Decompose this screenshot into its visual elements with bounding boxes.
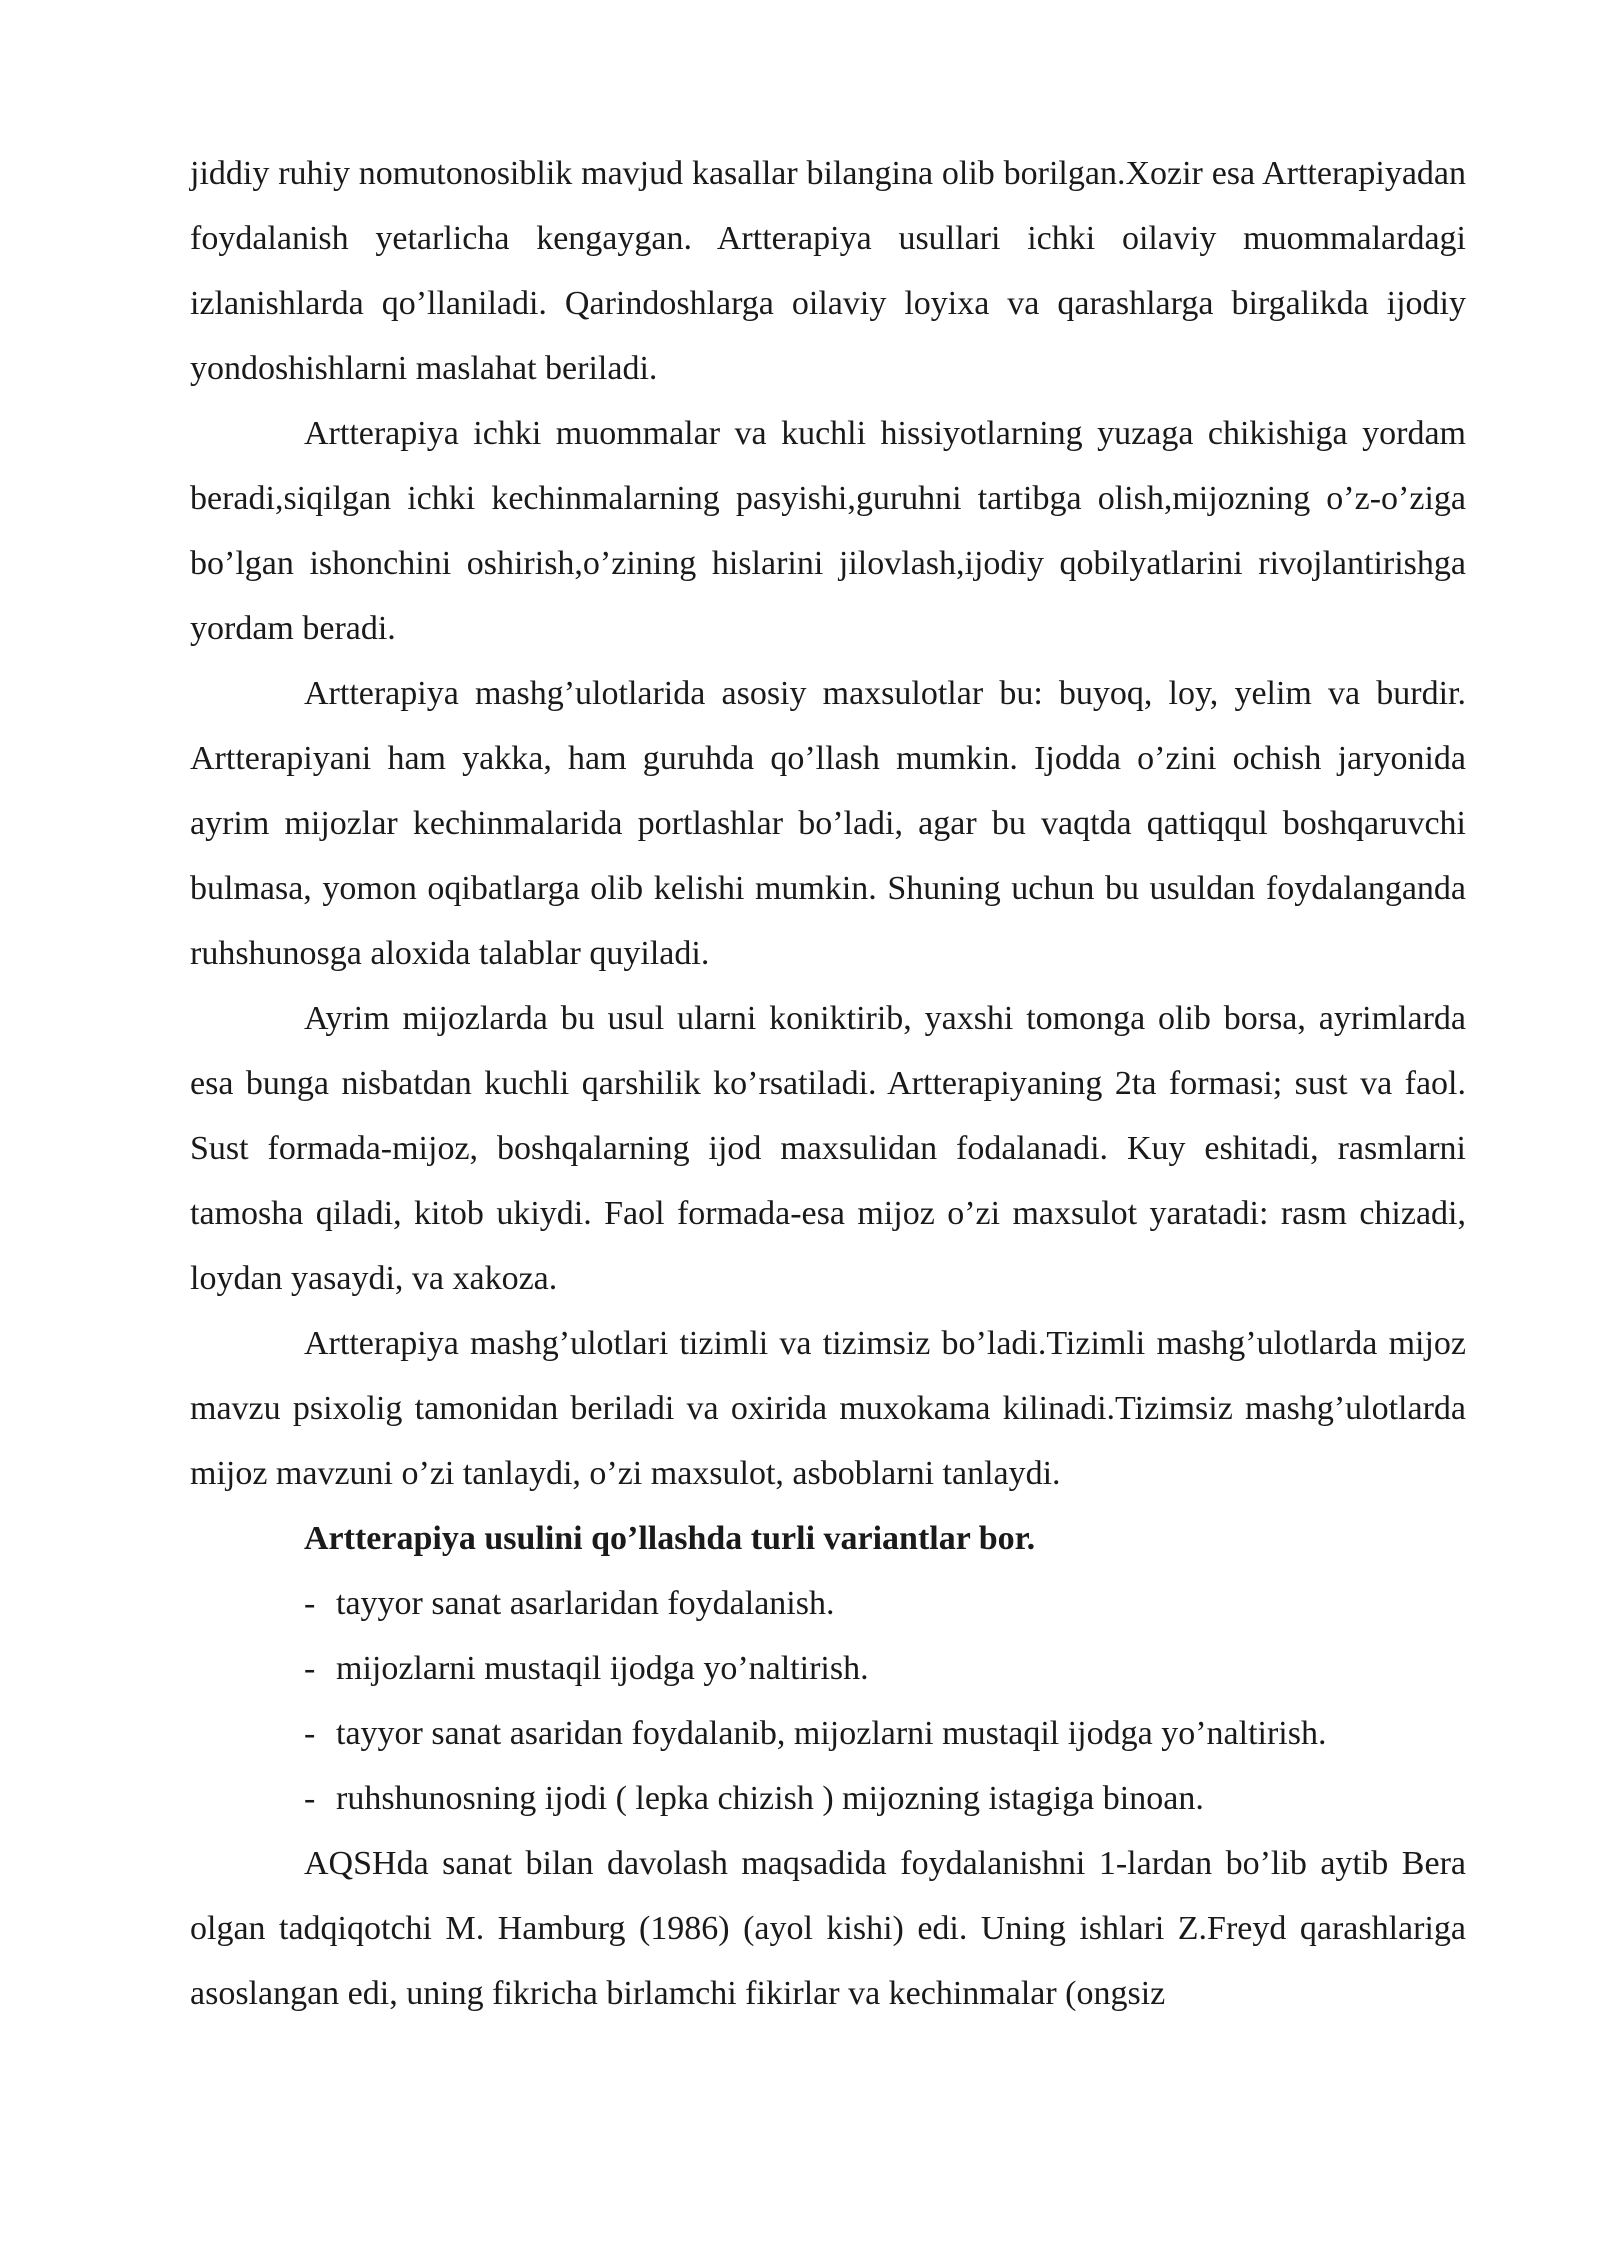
list-dash: -: [304, 1715, 316, 1752]
paragraph-5: Artterapiya mashg’ulotlari tizimli va tizimsiz bo’ladi.Tizimli mashg’ulotlarda mijoz mavzu psixolig tamonidan beriladi va oxirida muxokama kilinadi.Tizimsiz mashg’ulotlarda mijoz mavzuni o’zi tanlaydi, o’zi maxsulot, asboblarni tanlaydi.: [190, 1325, 1466, 1492]
document-page: [190, 141, 1466, 2026]
list-item: [304, 1636, 1466, 1701]
section-heading: Artterapiya usulini qo’llashda turli variantlar bor.: [304, 1520, 1036, 1557]
paragraph-6: AQSHda sanat bilan davolash maqsadida foydalanishni 1-lardan bo’lib aytib Bera olgan tadqiqotchi M. Hamburg (1986) (ayol kishi) edi. Uning ishlari Z.Freyd qarashlariga asoslangan edi, uning fikricha birlamchi fikirlar va kechinmalar (ongsiz: [190, 1845, 1466, 2012]
list-dash: -: [304, 1650, 316, 1687]
paragraph-2: Artterapiya ichki muommalar va kuchli hissiyotlarning yuzaga chikishiga yordam beradi,siqilgan ichki kechinmalarning pasyishi,guruhni tartibga olish,mijozning o’z-o’ziga bo’lgan ishonchini oshirish,o’zining hislarini jilovlash,ijodiy qobilyatlarini rivojlantirishga yordam beradi.: [190, 415, 1466, 647]
list-item: [304, 1701, 1466, 1766]
variants-list: [190, 1571, 1466, 1831]
list-item-text: tayyor sanat asaridan foydalanib, mijozlarni mustaqil ijodga yo’naltirish.: [336, 1715, 1327, 1752]
list-item: [304, 1766, 1466, 1831]
list-item-text: tayyor sanat asarlaridan foydalanish.: [336, 1585, 835, 1622]
list-item-text: mijozlarni mustaqil ijodga yo’naltirish.: [336, 1650, 869, 1687]
paragraph-1: jiddiy ruhiy nomutonosiblik mavjud kasallar bilangina olib borilgan.Xozir esa Artterapiyadan foydalanish yetarlicha kengaygan. Artterapiya usullari ichki oilaviy muommalardagi izlanishlarda qo’llaniladi. Qarindoshlarga oilaviy loyixa va qarashlarga birgalikda ijodiy yondoshishlarni maslahat beriladi.: [190, 155, 1466, 387]
list-item: [304, 1571, 1466, 1636]
list-item-text: ruhshunosning ijodi ( lepka chizish ) mijozning istagiga binoan.: [336, 1780, 1204, 1817]
paragraph-3: Artterapiya mashg’ulotlarida asosiy maxsulotlar bu: buyoq, loy, yelim va burdir. Artterapiyani ham yakka, ham guruhda qo’llash mumkin. Ijodda o’zini ochish jaryonida ayrim mijozlar kechinmalarida portlashlar bo’ladi, agar bu vaqtda qattiqqul boshqaruvchi bulmasa, yomon oqibatlarga olib kelishi mumkin. Shuning uchun bu usuldan foydalanganda ruhshunosga aloxida talablar quyiladi.: [190, 675, 1466, 972]
list-dash: -: [304, 1585, 316, 1622]
list-dash: -: [304, 1780, 316, 1817]
paragraph-4: Ayrim mijozlarda bu usul ularni koniktirib, yaxshi tomonga olib borsa, ayrimlarda esa bunga nisbatdan kuchli qarshilik ko’rsatiladi. Artterapiyaning 2ta formasi; sust va faol. Sust formada-mijoz, boshqalarning ijod maxsulidan fodalanadi. Kuy eshitadi, rasmlarni tamosha qiladi, kitob ukiydi. Faol formada-esa mijoz o’zi maxsulot yaratadi: rasm chizadi, loydan yasaydi, va xakoza.: [190, 1000, 1466, 1297]
